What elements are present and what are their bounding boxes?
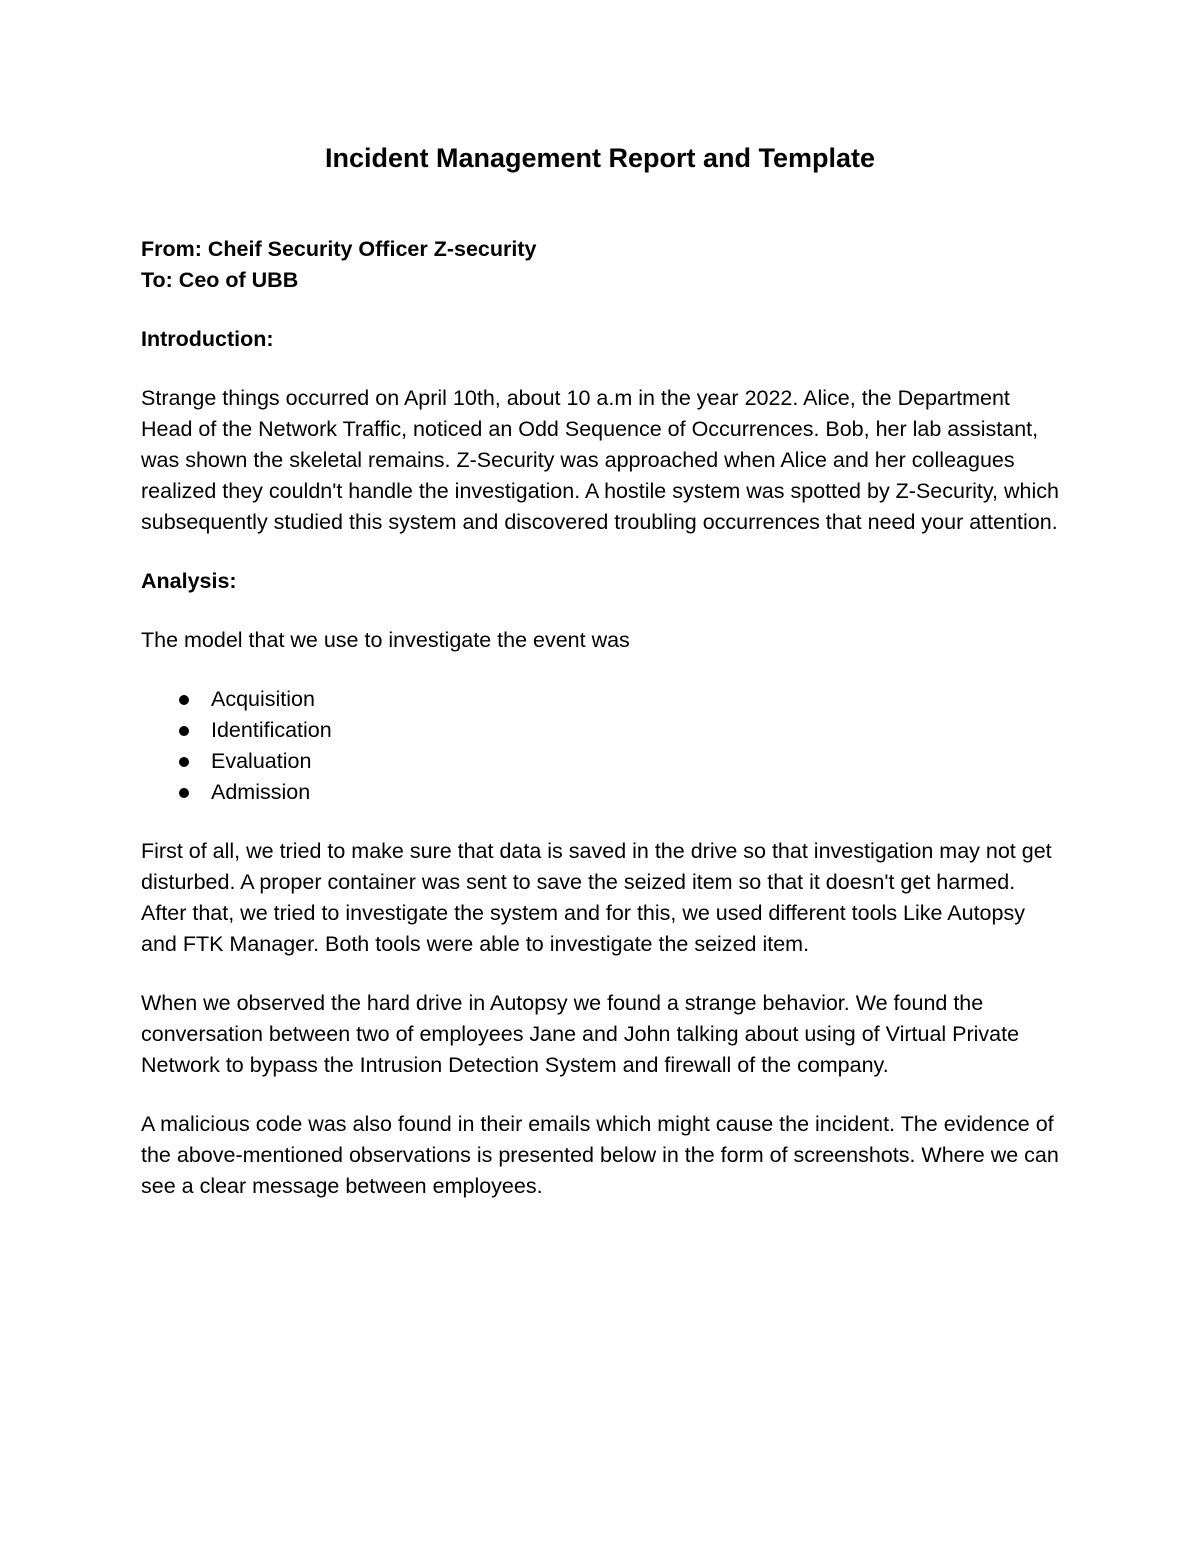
- document-body: [141, 234, 1061, 1202]
- analysis-paragraph-1: First of all, we tried to make sure that data is saved in the drive so that investigation may not get disturbed. A proper container was sent to save the seized item so that it doesn't get harmed. After that, we tried to investigate the system and for this, we used different tools Like Autopsy and FTK Manager. Both tools were able to investigate the seized item.: [141, 839, 1052, 956]
- list-item-label: Admission: [211, 780, 311, 804]
- list-item: [141, 715, 1061, 746]
- bullet-icon: [179, 788, 189, 798]
- analysis-heading: Analysis:: [141, 569, 237, 593]
- investigation-model-list: [141, 684, 1061, 808]
- list-item: [141, 684, 1061, 715]
- list-item-label: Acquisition: [211, 687, 315, 711]
- bullet-icon: [179, 757, 189, 767]
- list-item-label: Identification: [211, 718, 332, 742]
- list-item: [141, 777, 1061, 808]
- bullet-icon: [179, 695, 189, 705]
- list-item: [141, 746, 1061, 777]
- introduction-paragraph: Strange things occurred on April 10th, about 10 a.m in the year 2022. Alice, the Department Head of the Network Traffic, noticed an Odd Sequence of Occurrences. Bob, her lab assistant, was shown the skeletal remains. Z-Security was approached when Alice and her colleagues realized they couldn't handle the investigation. A hostile system was spotted by Z-Security, which subsequently studied this system and discovered troubling occurrences that need your attention.: [141, 386, 1059, 534]
- analysis-paragraph-3: A malicious code was also found in their emails which might cause the incident. The evidence of the above-mentioned observations is presented below in the form of screenshots. Where we can see a clear message between employees.: [141, 1112, 1059, 1198]
- analysis-paragraph-2: When we observed the hard drive in Autopsy we found a strange behavior. We found the conversation between two of employees Jane and John talking about using of Virtual Private Network to bypass the Intrusion Detection System and firewall of the company.: [141, 991, 1020, 1077]
- list-item-label: Evaluation: [211, 749, 312, 773]
- analysis-lead: The model that we use to investigate the event was: [141, 628, 630, 652]
- to-line: To: Ceo of UBB: [141, 268, 299, 292]
- from-line: From: Cheif Security Officer Z-security: [141, 237, 537, 261]
- document-title: Incident Management Report and Template: [324, 143, 876, 173]
- bullet-icon: [179, 726, 189, 736]
- introduction-heading: Introduction:: [141, 327, 274, 351]
